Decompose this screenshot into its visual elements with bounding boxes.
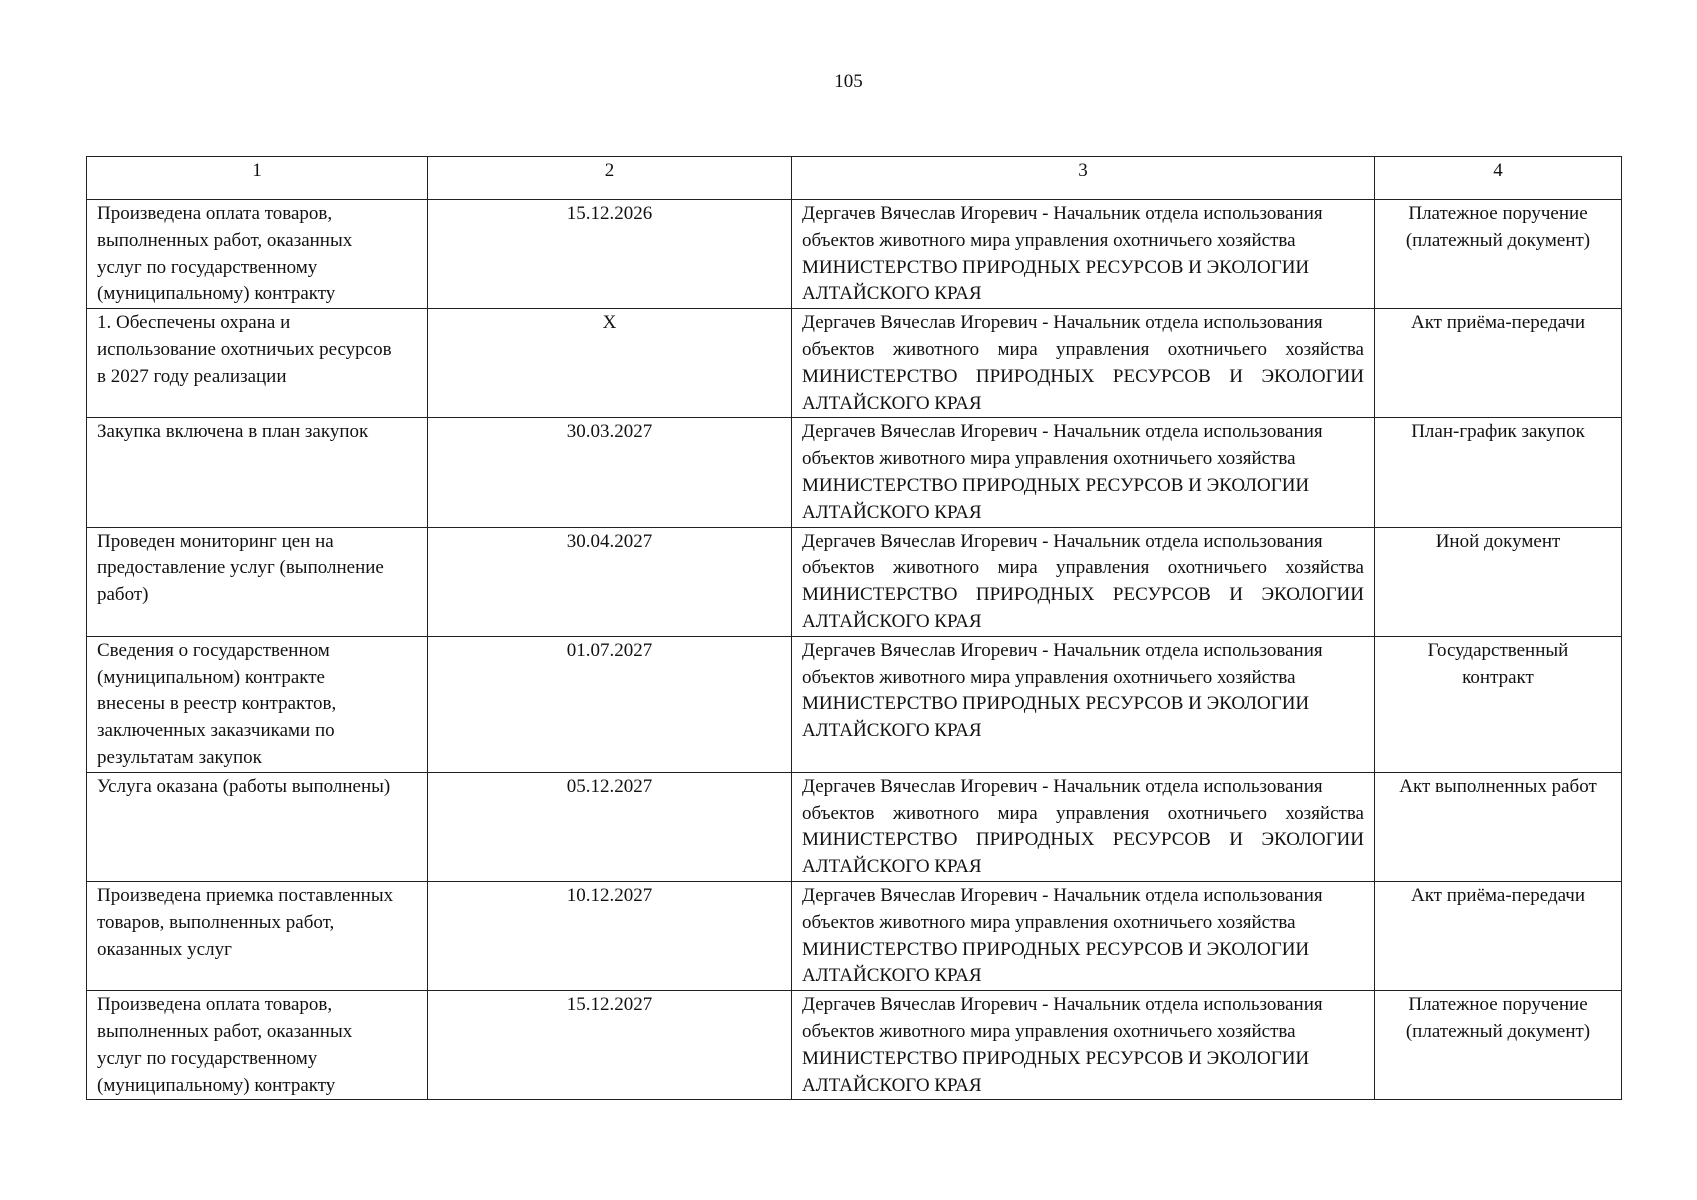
header-cell-3: 3 (792, 157, 1375, 200)
table-row (87, 991, 1622, 1100)
document-type-cell (1375, 772, 1622, 881)
responsible-line: Дергачев Вячеслав Игоревич - Начальник отдела использования (802, 884, 1323, 906)
plan-table (86, 156, 1622, 1100)
event-description-cell (87, 418, 428, 527)
document-type-cell (1375, 418, 1622, 527)
event-description-line: услуг по государственному (97, 1047, 318, 1069)
event-description-cell (87, 309, 428, 418)
event-description-line: результатам закупок (97, 746, 262, 768)
responsible-line: Дергачев Вячеслав Игоревич - Начальник отдела использования (802, 994, 1323, 1016)
date-value: 15.12.2026 (566, 203, 653, 224)
responsible-line: АЛТАЙСКОГО КРАЯ (802, 965, 982, 987)
responsible-line: объектов животного мира управления охотничьего хозяйства (802, 338, 1364, 360)
table-row (87, 636, 1622, 772)
responsible-line: АЛТАЙСКОГО КРАЯ (802, 501, 982, 523)
date-value: 30.04.2027 (566, 530, 653, 552)
date-value: X (602, 312, 617, 334)
event-description-line: использование охотничьих ресурсов (97, 338, 392, 360)
event-description-line: работ) (97, 584, 149, 606)
document-type-cell (1375, 309, 1622, 418)
responsible-line: Дергачев Вячеслав Игоревич - Начальник отдела использования (802, 775, 1323, 797)
event-description-line: выполненных работ, оказанных (97, 229, 353, 251)
event-description-line: Произведена оплата товаров, (97, 203, 333, 224)
event-description-line: (муниципальному) контракту (97, 1074, 336, 1096)
event-description-cell (87, 881, 428, 990)
responsible-line: АЛТАЙСКОГО КРАЯ (802, 610, 982, 632)
responsible-cell (792, 418, 1375, 527)
event-description-line: услуг по государственному (97, 256, 318, 278)
date-cell (428, 636, 792, 772)
event-description-line: внесены в реестр контрактов, (97, 693, 337, 715)
event-description-line: Произведена приемка поставленных (97, 884, 394, 906)
event-description-line: (муниципальном) контракте (97, 666, 325, 688)
responsible-line: АЛТАЙСКОГО КРАЯ (802, 283, 982, 305)
responsible-cell (792, 527, 1375, 636)
event-description-line: заключенных заказчиками по (97, 720, 335, 742)
event-description-cell (87, 772, 428, 881)
document-type-line: Иной документ (1435, 530, 1561, 552)
event-description-line: (муниципальному) контракту (97, 283, 336, 305)
table-header-row (87, 157, 1622, 200)
table-row (87, 309, 1622, 418)
document-type-cell (1375, 881, 1622, 990)
responsible-line: объектов животного мира управления охотничьего хозяйства (802, 448, 1296, 470)
event-description-cell (87, 527, 428, 636)
event-description-line: Произведена оплата товаров, (97, 994, 333, 1016)
event-description-line: 1. Обеспечены охрана и (97, 312, 291, 334)
event-description-line: выполненных работ, оказанных (97, 1020, 353, 1042)
page-number: 105 (834, 71, 863, 92)
responsible-line: АЛТАЙСКОГО КРАЯ (802, 1074, 982, 1096)
responsible-line: МИНИСТЕРСТВО ПРИРОДНЫХ РЕСУРСОВ И ЭКОЛОГИИ (802, 1047, 1310, 1069)
responsible-line: МИНИСТЕРСТВО ПРИРОДНЫХ РЕСУРСОВ И ЭКОЛОГИИ (802, 938, 1310, 960)
event-description-line: Закупка включена в план закупок (97, 421, 369, 443)
document-type-line: Акт приёма-передачи (1410, 884, 1586, 906)
document-type-cell (1375, 200, 1622, 309)
document-type-cell (1375, 636, 1622, 772)
date-value: 15.12.2027 (566, 994, 653, 1016)
document-type-line: План-график закупок (1411, 421, 1585, 443)
event-description-line: товаров, выполненных работ, (97, 911, 335, 933)
header-cell-4: 4 (1375, 157, 1622, 200)
responsible-line: объектов животного мира управления охотничьего хозяйства (802, 911, 1296, 933)
table-row (87, 881, 1622, 990)
event-description-cell (87, 200, 428, 309)
responsible-line: МИНИСТЕРСТВО ПРИРОДНЫХ РЕСУРСОВ И ЭКОЛОГИИ (802, 829, 1364, 851)
responsible-line: АЛТАЙСКОГО КРАЯ (802, 392, 982, 414)
date-cell (428, 418, 792, 527)
event-description-line: Услуга оказана (работы выполнены) (97, 775, 391, 797)
document-type-line: Акт приёма-передачи (1410, 312, 1586, 334)
header-cell-2: 2 (428, 157, 792, 200)
responsible-line: АЛТАЙСКОГО КРАЯ (802, 720, 982, 742)
document-type-line: (платежный документ) (1405, 1020, 1591, 1042)
responsible-line: МИНИСТЕРСТВО ПРИРОДНЫХ РЕСУРСОВ И ЭКОЛОГИИ (802, 474, 1310, 496)
table-row (87, 527, 1622, 636)
responsible-line: Дергачев Вячеслав Игоревич - Начальник отдела использования (802, 203, 1323, 224)
event-description-line: Сведения о государственном (97, 639, 330, 661)
responsible-cell (792, 772, 1375, 881)
responsible-line: МИНИСТЕРСТВО ПРИРОДНЫХ РЕСУРСОВ И ЭКОЛОГИИ (802, 693, 1310, 715)
responsible-line: Дергачев Вячеслав Игоревич - Начальник отдела использования (802, 312, 1323, 334)
responsible-line: объектов животного мира управления охотничьего хозяйства (802, 666, 1296, 688)
event-description-cell (87, 991, 428, 1100)
date-value: 10.12.2027 (566, 884, 653, 906)
document-type-line: контракт (1462, 666, 1534, 688)
event-description-line: Проведен мониторинг цен на (97, 530, 334, 552)
responsible-line: Дергачев Вячеслав Игоревич - Начальник отдела использования (802, 530, 1323, 552)
responsible-line: объектов животного мира управления охотничьего хозяйства (802, 802, 1364, 824)
responsible-line: объектов животного мира управления охотничьего хозяйства (802, 557, 1364, 579)
responsible-line: Дергачев Вячеслав Игоревич - Начальник отдела использования (802, 421, 1323, 443)
document-type-line: (платежный документ) (1405, 229, 1591, 251)
table-row (87, 772, 1622, 881)
document-type-cell (1375, 527, 1622, 636)
responsible-cell (792, 636, 1375, 772)
responsible-line: объектов животного мира управления охотничьего хозяйства (802, 229, 1296, 251)
responsible-line: объектов животного мира управления охотничьего хозяйства (802, 1020, 1296, 1042)
document-type-line: Платежное поручение (1408, 203, 1588, 224)
event-description-line: в 2027 году реализации (97, 365, 287, 387)
table-row (87, 418, 1622, 527)
responsible-line: МИНИСТЕРСТВО ПРИРОДНЫХ РЕСУРСОВ И ЭКОЛОГИИ (802, 584, 1364, 606)
header-cell-1: 1 (87, 157, 428, 200)
date-cell (428, 527, 792, 636)
date-cell (428, 309, 792, 418)
responsible-line: Дергачев Вячеслав Игоревич - Начальник отдела использования (802, 639, 1323, 661)
document-type-line: Государственный (1427, 639, 1569, 661)
event-description-line: оказанных услуг (97, 938, 232, 960)
date-cell (428, 772, 792, 881)
date-value: 05.12.2027 (566, 775, 653, 797)
date-value: 30.03.2027 (566, 421, 653, 443)
date-cell (428, 200, 792, 309)
event-description-line: предоставление услуг (выполнение (97, 557, 384, 579)
date-value: 01.07.2027 (566, 639, 653, 661)
responsible-cell (792, 881, 1375, 990)
document-type-cell (1375, 991, 1622, 1100)
responsible-cell (792, 309, 1375, 418)
event-description-cell (87, 636, 428, 772)
responsible-cell (792, 991, 1375, 1100)
date-cell (428, 991, 792, 1100)
responsible-line: АЛТАЙСКОГО КРАЯ (802, 856, 982, 878)
table-row (87, 200, 1622, 309)
document-type-line: Платежное поручение (1408, 994, 1588, 1016)
responsible-line: МИНИСТЕРСТВО ПРИРОДНЫХ РЕСУРСОВ И ЭКОЛОГИИ (802, 256, 1310, 278)
responsible-line: МИНИСТЕРСТВО ПРИРОДНЫХ РЕСУРСОВ И ЭКОЛОГИИ (802, 365, 1364, 387)
date-cell (428, 881, 792, 990)
responsible-cell (792, 200, 1375, 309)
document-type-line: Акт выполненных работ (1399, 775, 1597, 797)
